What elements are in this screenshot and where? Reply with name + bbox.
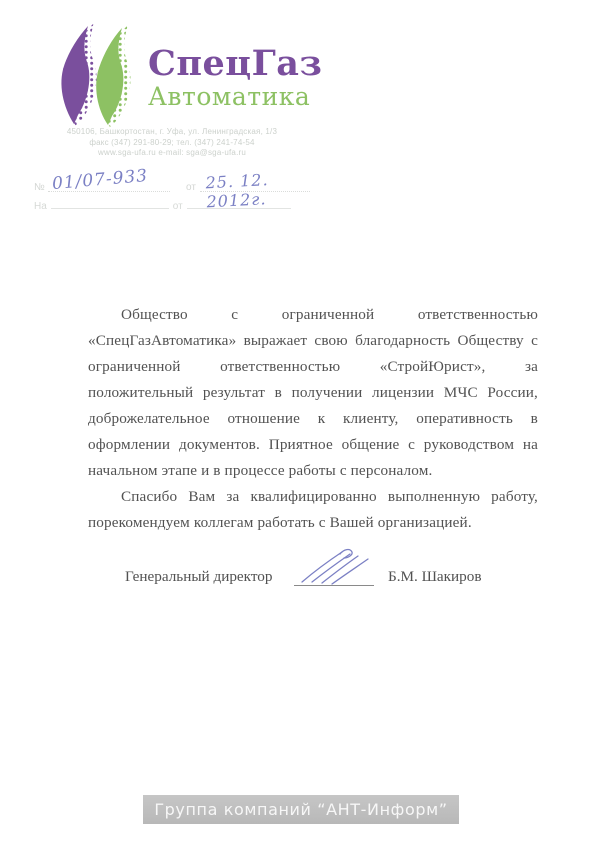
- signer-position: Генеральный директор: [125, 568, 273, 585]
- company-logo: [56, 22, 322, 128]
- logo-word-avtomatika: Автоматика: [148, 82, 311, 111]
- reference-date-handwritten: 25. 12. 2012г.: [205, 170, 269, 212]
- logo-flames-icon: [56, 22, 138, 128]
- footer-text: Группа компаний “АНТ-Информ”: [154, 800, 448, 819]
- signer-name: Б.М. Шакиров: [388, 568, 482, 585]
- footer-company-group-band: [143, 795, 459, 824]
- reference-number-label: №: [34, 182, 45, 193]
- letter-paragraph-1: Общество с ограниченной ответственностью «СпецГазАвтоматика» выражает свою благодарность Обществу с ограниченной ответственностью «СтройЮрист», за положительный результат в получении лицензии МЧС России, доброжелательное отношение к клиенту, оперативность в оформлении документов. Приятное общение с руководством на начальном этапе и в процессе работы с персоналом.: [88, 306, 538, 479]
- reply-label: На: [34, 201, 47, 212]
- contact-web-line: www.sga-ufa.ru e-mail: sga@sga-ufa.ru: [97, 148, 247, 157]
- reply-number-blank: [51, 198, 169, 209]
- contact-address-line: 450106, Башкортостан, г. Уфа, ул. Ленинградская, 1/3: [66, 127, 278, 136]
- reference-date-label: от: [186, 182, 196, 193]
- letter-paragraph-2: Спасибо Вам за квалифицированно выполненную работу, порекомендуем коллегам работать с Вашей организацией.: [88, 488, 538, 531]
- contact-phone-line: факс (347) 291-80-29; тел. (347) 241-74-54: [89, 137, 255, 147]
- reply-date-blank: [187, 198, 291, 209]
- reply-from-label: от: [172, 201, 183, 212]
- letter-body: [88, 302, 538, 536]
- signature-line: [294, 585, 374, 586]
- letterhead-contact-block: [46, 127, 298, 159]
- reply-reference-line: [34, 198, 314, 214]
- logo-word-specgaz: СпецГаз: [148, 43, 323, 84]
- signature-ink-icon: [296, 544, 380, 586]
- signature-block: [0, 556, 612, 606]
- reference-number-handwritten: 01/07-933: [51, 165, 149, 195]
- logo-wordmark: [148, 43, 323, 111]
